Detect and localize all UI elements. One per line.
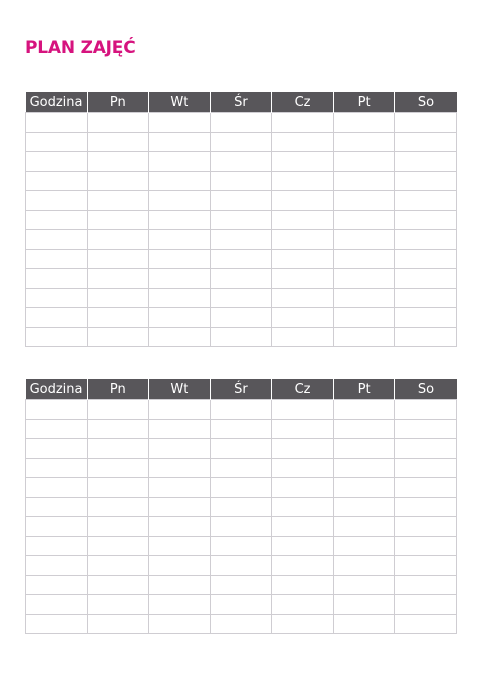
table-cell [210,419,272,439]
table-cell [210,497,272,517]
table-cell [395,191,457,211]
table-cell [333,595,395,615]
table-cell [26,191,88,211]
table-cell [210,575,272,595]
table-cell [333,575,395,595]
table-row [26,132,457,152]
table-cell [26,249,88,269]
table-cell [395,458,457,478]
table-cell [210,517,272,537]
table-cell [26,419,88,439]
table-cell [87,210,149,230]
table-cell [149,288,211,308]
table-cell [87,308,149,328]
table-cell [395,556,457,576]
table-cell [333,113,395,133]
schedule-table [25,379,457,634]
table-cell [333,614,395,634]
table-cell [26,400,88,420]
table-cell [87,400,149,420]
table-cell [149,230,211,250]
table-row [26,171,457,191]
table-cell [395,132,457,152]
table-cell [87,113,149,133]
table-cell [210,595,272,615]
column-header: Cz [272,379,334,400]
table-cell [87,152,149,172]
column-header: Godzina [26,379,88,400]
table-cell [149,249,211,269]
table-cell [333,497,395,517]
table-cell [87,497,149,517]
table-cell [333,478,395,498]
table-cell [149,478,211,498]
column-header: Pn [87,379,149,400]
column-header: Pt [333,379,395,400]
table-cell [26,230,88,250]
table-cell [149,113,211,133]
table-cell [333,458,395,478]
table-cell [26,556,88,576]
table-cell [272,191,334,211]
table-cell [87,327,149,347]
table-cell [333,152,395,172]
table-cell [26,152,88,172]
table-cell [210,269,272,289]
table-cell [272,458,334,478]
table-cell [210,614,272,634]
column-header: Wt [149,379,211,400]
table-cell [87,439,149,459]
schedule-table [25,92,457,347]
table-row [26,249,457,269]
table-cell [272,614,334,634]
table-cell [149,191,211,211]
table-cell [272,575,334,595]
table-cell [149,400,211,420]
table-cell [272,308,334,328]
table-cell [395,478,457,498]
table-cell [87,288,149,308]
table-cell [87,230,149,250]
table-cell [395,249,457,269]
table-cell [26,113,88,133]
table-cell [87,614,149,634]
table-cell [149,517,211,537]
table-cell [333,327,395,347]
table-cell [210,152,272,172]
table-cell [87,536,149,556]
table-cell [395,308,457,328]
table-cell [87,191,149,211]
table-cell [149,614,211,634]
table-cell [210,439,272,459]
column-header: Śr [210,92,272,113]
table-cell [395,536,457,556]
table-cell [395,113,457,133]
table-cell [210,210,272,230]
table-cell [210,132,272,152]
table-cell [333,308,395,328]
table-cell [26,497,88,517]
table-cell [87,458,149,478]
table-cell [333,288,395,308]
table-cell [210,327,272,347]
table-cell [87,419,149,439]
table-cell [272,152,334,172]
table-cell [395,269,457,289]
table-cell [210,230,272,250]
table-cell [87,171,149,191]
table-cell [333,132,395,152]
table-cell [149,497,211,517]
table-cell [26,308,88,328]
table-cell [395,575,457,595]
table-cell [210,113,272,133]
table-row [26,419,457,439]
table-cell [26,458,88,478]
table-cell [26,210,88,230]
table-cell [395,327,457,347]
table-cell [333,556,395,576]
table-cell [149,171,211,191]
table-cell [87,556,149,576]
table-cell [149,210,211,230]
table-cell [149,575,211,595]
table-cell [149,595,211,615]
table-cell [210,288,272,308]
table-row [26,556,457,576]
table-cell [395,152,457,172]
table-row [26,497,457,517]
table-cell [395,230,457,250]
table-row [26,439,457,459]
table-cell [26,536,88,556]
table-cell [210,536,272,556]
table-cell [395,517,457,537]
table-row [26,210,457,230]
table-cell [149,458,211,478]
table-cell [272,517,334,537]
table-cell [210,249,272,269]
table-cell [272,478,334,498]
table-cell [87,249,149,269]
table-cell [26,595,88,615]
table-body [26,113,457,347]
table-cell [149,439,211,459]
table-cell [149,419,211,439]
table-cell [26,171,88,191]
table-row [26,478,457,498]
table-cell [272,327,334,347]
table-cell [333,249,395,269]
table-cell [272,113,334,133]
table-cell [333,171,395,191]
table-cell [87,595,149,615]
table-cell [272,595,334,615]
table-row [26,191,457,211]
table-row [26,575,457,595]
table-body [26,400,457,634]
table-cell [272,400,334,420]
table-cell [272,556,334,576]
table-cell [272,439,334,459]
column-header: So [395,379,457,400]
table-cell [395,210,457,230]
table-row [26,308,457,328]
table-cell [272,132,334,152]
table-cell [272,536,334,556]
table-cell [272,210,334,230]
table-row [26,458,457,478]
table-cell [87,517,149,537]
column-header: Pn [87,92,149,113]
table-cell [272,419,334,439]
table-cell [395,439,457,459]
table-cell [333,210,395,230]
table-cell [26,614,88,634]
header-row [26,379,457,400]
table-cell [333,400,395,420]
table-cell [26,478,88,498]
table-cell [26,269,88,289]
column-header: Wt [149,92,211,113]
table-cell [395,400,457,420]
table-cell [26,327,88,347]
table-row [26,327,457,347]
table-cell [210,308,272,328]
table-cell [149,327,211,347]
table-row [26,152,457,172]
table-cell [272,230,334,250]
table-cell [272,497,334,517]
header-row [26,92,457,113]
table-cell [210,191,272,211]
table-cell [395,614,457,634]
table-cell [395,497,457,517]
table-cell [149,269,211,289]
table-cell [333,419,395,439]
table-row [26,269,457,289]
table-row [26,400,457,420]
table-cell [87,575,149,595]
table-cell [26,288,88,308]
table-row [26,288,457,308]
table-cell [333,191,395,211]
table-cell [149,132,211,152]
table-cell [395,288,457,308]
table-cell [272,288,334,308]
table-cell [333,230,395,250]
table-cell [210,171,272,191]
table-cell [149,308,211,328]
column-header: Cz [272,92,334,113]
table-cell [333,439,395,459]
page-title: PLAN ZAJĘĆ [25,38,136,58]
table-cell [87,269,149,289]
table-row [26,614,457,634]
column-header: So [395,92,457,113]
table-cell [395,595,457,615]
column-header: Pt [333,92,395,113]
table-cell [87,132,149,152]
table-cell [210,478,272,498]
table-cell [26,575,88,595]
table-cell [333,269,395,289]
table-cell [272,171,334,191]
table-cell [26,132,88,152]
table-cell [272,269,334,289]
table-cell [210,458,272,478]
table-cell [87,478,149,498]
table-cell [333,536,395,556]
table-cell [149,556,211,576]
table-row [26,595,457,615]
table-row [26,113,457,133]
table-row [26,230,457,250]
table-cell [26,439,88,459]
table-cell [149,536,211,556]
table-cell [210,400,272,420]
column-header: Śr [210,379,272,400]
table-row [26,517,457,537]
table-cell [395,419,457,439]
table-cell [395,171,457,191]
table-cell [210,556,272,576]
table-cell [333,517,395,537]
table-row [26,536,457,556]
table-cell [149,152,211,172]
column-header: Godzina [26,92,88,113]
table-cell [26,517,88,537]
table-cell [272,249,334,269]
